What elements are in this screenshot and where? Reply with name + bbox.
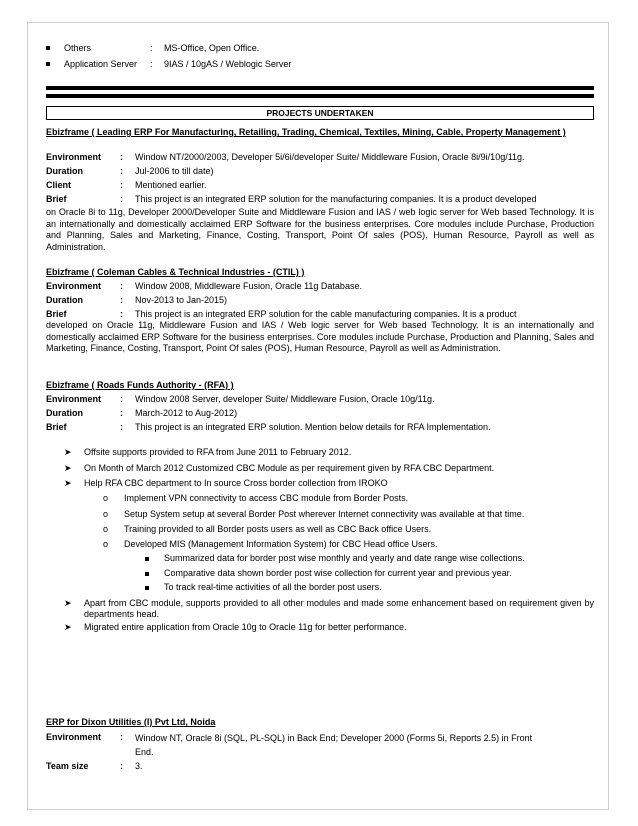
- field-key: Environment: [46, 281, 102, 291]
- skill-label: Others: [64, 43, 92, 53]
- field-colon: :: [120, 295, 123, 305]
- circle-bullet-icon: o: [103, 509, 109, 519]
- section-divider: [46, 94, 594, 98]
- field-colon: :: [120, 281, 123, 291]
- square-bullet-icon: [145, 557, 149, 561]
- arrow-bullet-icon: ➤: [64, 598, 72, 608]
- field-value: Window NT/2000/2003, Developer 5i/6i/developer Suite/ Middleware Fusion, Oracle 8i/9i/10g/11g.: [135, 152, 525, 162]
- field-value: Nov-2013 to Jan-2015): [135, 295, 228, 305]
- field-key: Environment: [46, 732, 102, 742]
- project-title: Ebizframe ( Roads Funds Authority - (RFA) ): [46, 380, 234, 390]
- field-colon: :: [120, 732, 123, 742]
- field-colon: :: [120, 152, 123, 162]
- field-colon: :: [120, 194, 123, 204]
- square-bullet-icon: [46, 46, 50, 50]
- field-value: This project is an integrated ERP solution for the cable manufacturing companies. It is a product: [135, 309, 517, 319]
- field-key: Brief: [46, 194, 67, 204]
- list-item-text: Migrated entire application from Oracle 10g to Oracle 11g for better performance.: [84, 622, 407, 632]
- project-title: Ebizframe ( Coleman Cables & Technical Industries - (CTIL) ): [46, 267, 305, 277]
- field-colon: :: [120, 309, 123, 319]
- skill-colon: :: [150, 43, 153, 53]
- project-title: ERP for Dixon Utilities (I) Pvt Ltd, Noida: [46, 717, 216, 727]
- field-value: This project is an integrated ERP solution. Mention below details for RFA Implementation.: [135, 422, 491, 432]
- list-item: [64, 447, 594, 458]
- list-item-text: Help RFA CBC department to In source Cross border collection from IROKO: [84, 478, 388, 488]
- project-field-environment: [46, 731, 594, 759]
- field-value: Window NT, Oracle 8i (SQL, PL-SQL) in Back End; Developer 2000 (Forms 5i, Reports 2.5) in Front End.: [135, 733, 533, 757]
- square-bullet-icon: [145, 572, 149, 576]
- square-bullet-icon: [145, 586, 149, 590]
- skill-value: MS-Office, Open Office.: [164, 43, 260, 53]
- field-key: Duration: [46, 295, 83, 305]
- list-item: [64, 598, 594, 620]
- list-item-text: Comparative data shown border post wise collection for current year and previous year.: [164, 568, 512, 578]
- field-value: This project is an integrated ERP solution for the manufacturing companies. It is a product developed: [135, 194, 537, 204]
- field-key: Duration: [46, 408, 83, 418]
- skill-value: 9IAS / 10gAS / Weblogic Server: [164, 59, 292, 69]
- circle-bullet-icon: o: [103, 524, 109, 534]
- field-key: Environment: [46, 394, 102, 404]
- field-key: Environment: [46, 152, 102, 162]
- list-item-text: Setup System setup at several Border Post wherever Internet connectivity was available at that time.: [124, 509, 525, 519]
- page-border: [27, 22, 609, 810]
- field-key: Brief: [46, 422, 67, 432]
- list-item-text: Offsite supports provided to RFA from June 2011 to February 2012.: [84, 447, 352, 457]
- project-brief: developed on Oracle 11g, Middleware Fusion and IAS / Web logic server for Web based Technology. It is an internationally and domestically acclaimed ERP Software for the business enterprises. Core modules include Purchase, Production and Planning, Sales and Marketing, Finance, Costing, Transport, Point Of sales (POS), Human Resource, Payroll as well as Administration.: [46, 320, 594, 354]
- circle-bullet-icon: o: [103, 539, 109, 549]
- list-item-text: Training provided to all Border posts users as well as CBC Back office Users.: [124, 524, 432, 534]
- list-item: [64, 478, 594, 489]
- field-value: 3.: [135, 761, 143, 771]
- list-item: [64, 463, 594, 474]
- skill-label: Application Server: [64, 59, 138, 69]
- list-item-text: Summarized data for border post wise monthly and yearly and date range wise collections.: [164, 553, 525, 563]
- field-colon: :: [120, 180, 123, 190]
- project-title: Ebizframe ( Leading ERP For Manufacturing, Retailing, Trading, Chemical, Textiles, Mining, Cable, Property Management ): [46, 127, 566, 137]
- arrow-bullet-icon: ➤: [64, 622, 72, 632]
- list-item: [64, 622, 594, 633]
- list-item-text: Developed MIS (Management Information System) for CBC Head office Users.: [124, 539, 438, 549]
- field-key: Team size: [46, 761, 89, 771]
- arrow-bullet-icon: ➤: [64, 478, 72, 488]
- field-value: Window 2008 Server, developer Suite/ Middleware Fusion, Oracle 10g/11g.: [135, 394, 435, 404]
- section-divider: [46, 86, 594, 90]
- field-key: Brief: [46, 309, 67, 319]
- field-colon: :: [120, 394, 123, 404]
- field-colon: :: [120, 408, 123, 418]
- list-item-text: Apart from CBC module, supports provided to all other modules and made some enhancement based on requirement given by departments head.: [84, 598, 594, 619]
- list-item-text: To track real-time activities of all the border post users.: [164, 582, 382, 592]
- field-colon: :: [120, 422, 123, 432]
- arrow-bullet-icon: ➤: [64, 463, 72, 473]
- field-value: March-2012 to Aug-2012): [135, 408, 238, 418]
- square-bullet-icon: [46, 62, 50, 66]
- field-colon: :: [120, 166, 123, 176]
- field-value: Jul-2006 to till date): [135, 166, 214, 176]
- field-value: Mentioned earlier.: [135, 180, 207, 190]
- field-colon: :: [120, 761, 123, 771]
- project-brief: on Oracle 8i to 11g, Developer 2000/Developer Suite and Middleware Fusion and IAS / web logic server for Web based Technology. It is an internationally and domestically acclaimed ERP Software for the business enterprises. Core modules include Purchase, Production and Planning, Sales and Marketing, Finance, Costing, Transport, Point Of sales (POS), Human Resource, Payroll as well as Administration.: [46, 207, 594, 253]
- skill-colon: :: [150, 59, 153, 69]
- section-heading-projects: PROJECTS UNDERTAKEN: [46, 106, 594, 120]
- arrow-bullet-icon: ➤: [64, 447, 72, 457]
- list-item-text: On Month of March 2012 Customized CBC Module as per requirement given by RFA CBC Department.: [84, 463, 495, 473]
- field-value: Window 2008, Middleware Fusion, Oracle 11g Database.: [135, 281, 362, 291]
- field-key: Client: [46, 180, 72, 190]
- circle-bullet-icon: o: [103, 493, 109, 503]
- list-item-text: Implement VPN connectivity to access CBC module from Border Posts.: [124, 493, 409, 503]
- field-key: Duration: [46, 166, 83, 176]
